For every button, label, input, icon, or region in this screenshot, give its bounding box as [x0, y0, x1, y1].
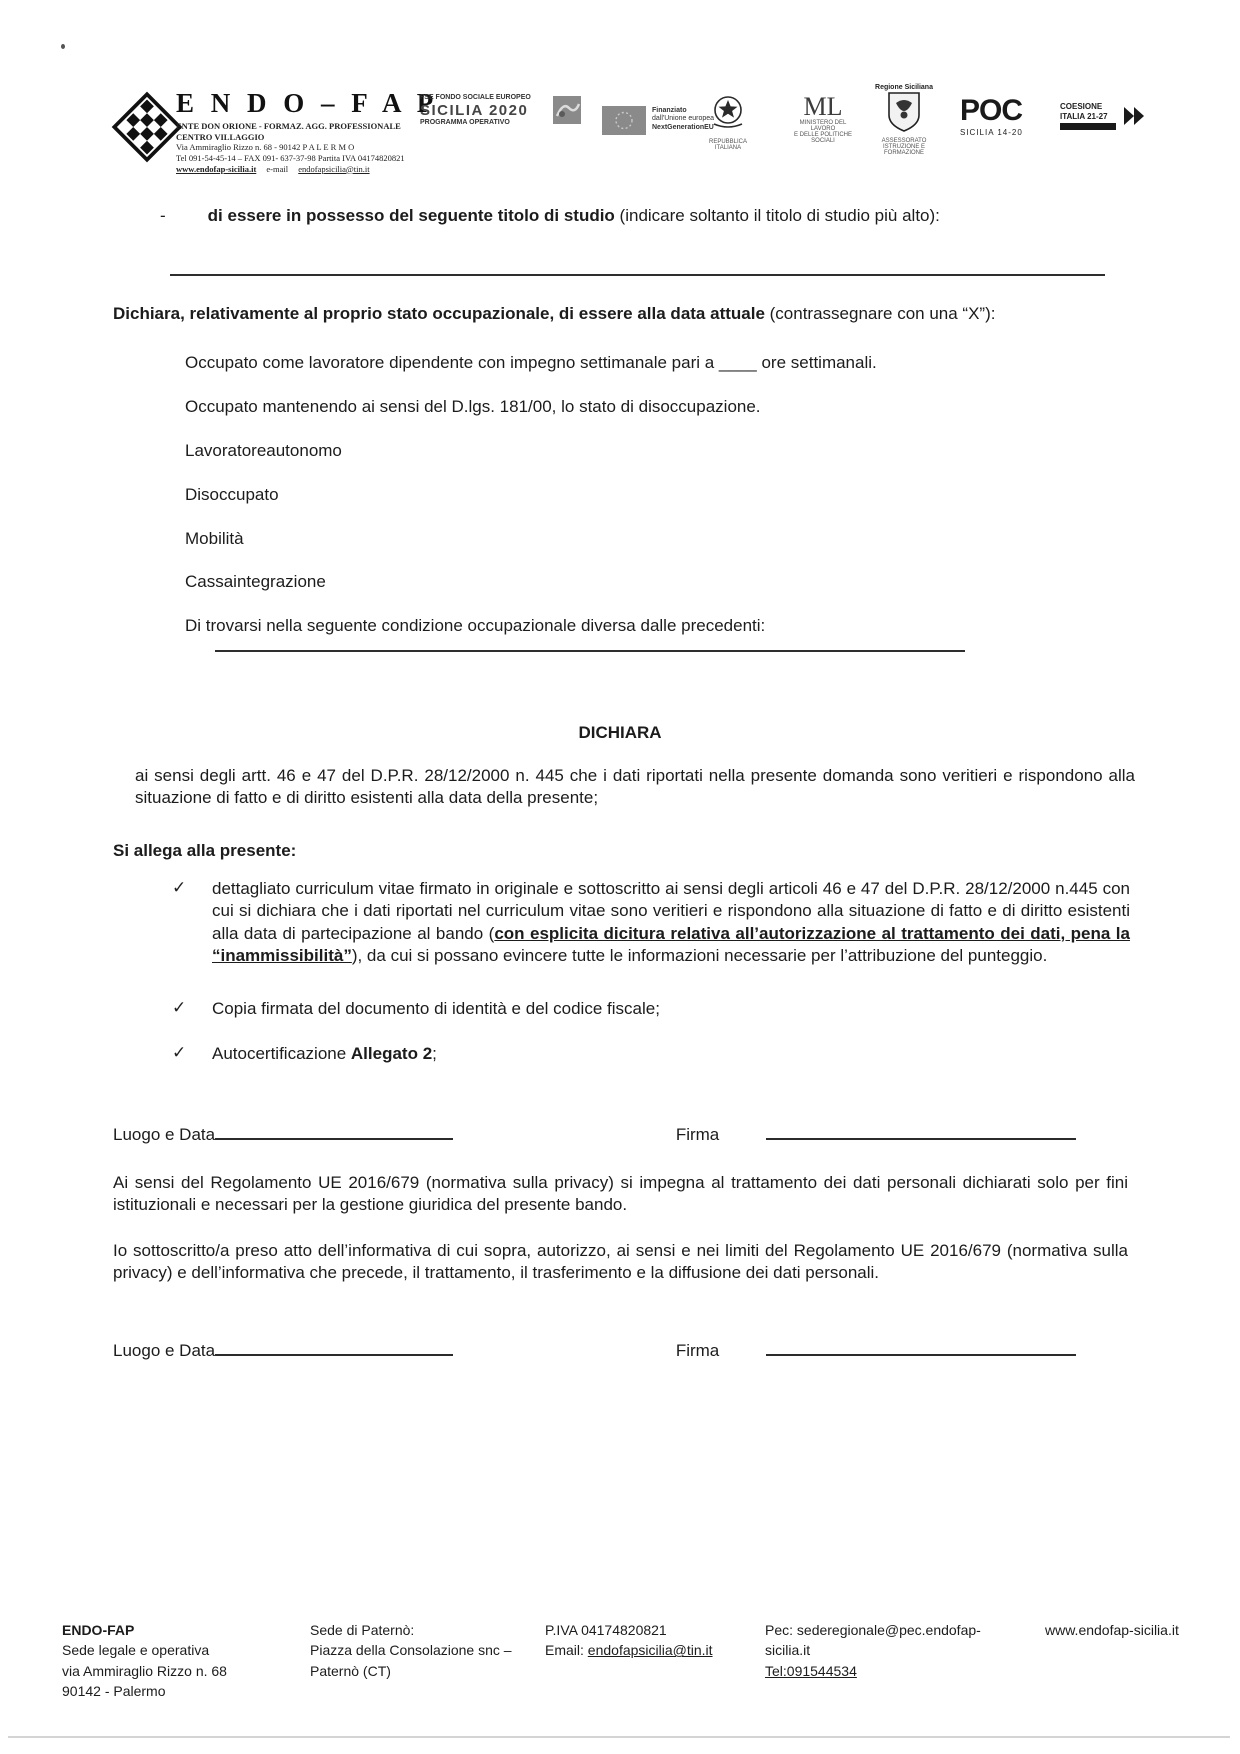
titolo-di-studio-row: [160, 205, 1100, 227]
footer-paterno-address: Piazza della Consolazione snc –: [310, 1642, 512, 1659]
fse-trinacria-image: [553, 96, 581, 124]
footer-website: www.endofap-sicilia.it: [1045, 1622, 1179, 1638]
check-icon-3: ✓: [172, 1043, 187, 1062]
header: [110, 84, 1190, 178]
org-website: www.endofap-sicilia.it: [176, 163, 257, 174]
signature-row-1: [113, 1122, 1133, 1147]
allegati-item1-bold: con esplicita dicitura relativa all’autorizzazione al trattamento dei dati, pena la “inammissibilità”: [212, 923, 1130, 966]
allegati-item1-pre: dettagliato curriculum vitae firmato in originale e sottoscritto ai sensi degli articoli 46 e 47 del D.P.R. 28/12/2000 n.445 con cui si dichiara che i dati riportati nel curriculum vitae sono veritieri e rispondono alla situazione di fatto e di diritto esistenti alla data di partecipazione al bando (: [212, 879, 1130, 943]
footer-pec-line2: sicilia.it: [765, 1642, 811, 1659]
occupazione-item-3: Lavoratoreautonomo: [185, 441, 342, 460]
allegati-heading: Si allega alla presente:: [113, 841, 297, 860]
fse-line1: FSE FONDO SOCIALE EUROPEO: [420, 94, 531, 101]
firma-blank: [766, 1122, 1076, 1140]
dichiara-title: DICHIARA: [578, 723, 662, 742]
regione-shield-icon: [887, 91, 921, 133]
footer-org-name: ENDO-FAP: [62, 1622, 135, 1638]
fse-sicilia2020-logo: [420, 94, 550, 128]
occupazione-heading-bold: Dichiara, relativamente al proprio stato occupazionale, di essere alla data attuale: [113, 304, 765, 323]
ministero-caption2: E DELLE POLITICHE SOCIALI: [793, 132, 853, 144]
occupazione-heading-rest: (contrassegnare con una “X”):: [764, 304, 996, 323]
firma-blank-2: [766, 1338, 1076, 1356]
occupazione-item-2: Occupato mantenendo ai sensi del D.lgs. 181/00, lo stato di disoccupazione.: [185, 397, 761, 416]
occupazione-answer-line: [215, 650, 965, 652]
poc-sub: SICILIA 14-20: [960, 128, 1023, 137]
poc-sicilia-logo: [960, 96, 1040, 137]
org-title: E N D O – F A P: [176, 88, 439, 118]
eu-line2: dall'Unione europea: [652, 115, 715, 123]
firma-label: Firma: [675, 1125, 720, 1145]
regione-caption: ASSESSORATO ISTRUZIONE E FORMAZIONE: [881, 138, 927, 156]
footer-email-link: endofapsicilia@tin.it: [587, 1642, 713, 1659]
privacy-paragraph-1: Ai sensi del Regolamento UE 2016/679 (normativa sulla privacy) si impegna al trattamento dei dati personali dichiarati solo per fini istituzionali e necessari per la gestione giuridica del presente bando.: [113, 1173, 1128, 1215]
org-email: endofapsicilia@tin.it: [298, 163, 370, 174]
titolo-label-bold: di essere in possesso del seguente titolo di studio: [207, 206, 615, 225]
allegati-item-1: [212, 878, 1130, 968]
regione-title: Regione Siciliana: [875, 84, 933, 91]
footer-col-pec: [765, 1620, 1000, 1681]
footer-col-legal: [62, 1620, 292, 1701]
titolo-label-rest: (indicare soltanto il titolo di studio più alto):: [614, 206, 940, 225]
firma-label-2: Firma: [675, 1341, 720, 1361]
occupazione-heading: [113, 303, 1123, 325]
check-icon-1: ✓: [172, 878, 187, 897]
coesione-line2: ITALIA 21-27: [1060, 111, 1108, 121]
footer-sede-line: Sede legale e operativa: [62, 1642, 210, 1659]
org-line3: Via Ammiraglio Rizzo n. 68 - 90142 P A L E R M O: [176, 142, 355, 153]
scan-edge-line: [8, 1736, 1230, 1738]
luogo-data-label: Luogo e Data: [113, 1125, 216, 1145]
footer-email-label: Email:: [545, 1642, 588, 1659]
org-email-label: e-mail: [266, 163, 289, 174]
allegati-item-2: Copia firmata del documento di identità e del codice fiscale;: [212, 999, 660, 1018]
org-line1: ENTE DON ORIONE - FORMAZ. AGG. PROFESSIONALE: [176, 121, 401, 131]
org-line4: Tel 091-54-45-14 – FAX 091- 637-37-98 Partita IVA 04174820821: [176, 152, 405, 163]
eu-flag-icon: [602, 106, 646, 135]
occupazione-item-7: Di trovarsi nella seguente condizione occupazionale diversa dalle precedenti:: [185, 616, 766, 635]
footer-col-paterno: [310, 1620, 530, 1681]
eu-line3: NextGenerationEU: [652, 123, 714, 131]
signature-row-2: [113, 1338, 1133, 1363]
fse-line2: SICILIA 2020: [420, 102, 529, 120]
coesione-line1: COESIONE: [1060, 102, 1103, 111]
repubblica-caption: REPUBBLICA ITALIANA: [708, 139, 747, 151]
scan-speck: [61, 44, 65, 49]
ministero-caption1: MINISTERO DEL LAVORO: [799, 120, 847, 132]
regione-siciliana-logo: [872, 84, 936, 156]
footer-paterno-title: Sede di Paternò:: [310, 1622, 415, 1638]
ministero-mark: ML: [803, 92, 843, 121]
allegati-item3-post: ;: [432, 1044, 437, 1063]
occupazione-item-4: Disoccupato: [185, 485, 279, 504]
dash-bullet: -: [160, 206, 166, 225]
occupazione-item-5: Mobilità: [185, 529, 244, 548]
allegati-item1-post: ), da cui si possano evincere tutte le informazioni necessarie per l’attribuzione del punteggio.: [351, 946, 1048, 966]
occupazione-item-6: Cassaintegrazione: [185, 572, 326, 591]
luogo-data-blank-2: [215, 1338, 453, 1356]
luogo-data-blank: [215, 1122, 453, 1140]
privacy-paragraph-2: Io sottoscritto/a preso atto dell’informativa di cui sopra, autorizzo, ai sensi e nei limiti del Regolamento UE 2016/679 (normativa sulla privacy) e dell’informativa che precede, il trattamento, il trasferimento e la diffusione dei dati personali.: [113, 1241, 1128, 1283]
coesione-bar: [1060, 123, 1116, 130]
titolo-answer-line: [170, 274, 1105, 276]
luogo-data-label-2: Luogo e Data: [113, 1341, 216, 1361]
repubblica-italiana-emblem-icon: [698, 90, 758, 151]
eu-line1: Finanziato: [652, 107, 687, 114]
allegati-item3-pre: Autocertificazione: [212, 1044, 351, 1063]
ministero-lavoro-logo: [788, 94, 858, 144]
check-icon-2: ✓: [172, 998, 187, 1017]
footer-paterno-city: Paternò (CT): [310, 1662, 391, 1679]
allegati-item3-bold: Allegato 2: [350, 1044, 433, 1063]
footer-col-fiscal: [545, 1620, 760, 1661]
endofap-logo-icon: [110, 90, 184, 169]
org-line2: CENTRO VILLAGGIO: [176, 131, 265, 142]
fse-line3: PROGRAMMA OPERATIVO: [420, 119, 510, 127]
footer-address-line: via Ammiraglio Rizzo n. 68: [62, 1662, 227, 1679]
allegati-item-3: [212, 1043, 1130, 1065]
coesione-arrow-icon: [1122, 103, 1148, 129]
footer-tel-link: Tel:091544534: [765, 1662, 857, 1679]
coesione-italia-logo: [1060, 102, 1170, 130]
footer-piva: P.IVA 04174820821: [545, 1622, 667, 1638]
dichiara-paragraph: ai sensi degli artt. 46 e 47 del D.P.R. 28/12/2000 n. 445 che i dati riportati nella presente domanda sono veritieri e rispondono alla situazione di fatto e di diritto esistenti alla data della presente;: [135, 766, 1135, 808]
poc-main: POC: [960, 94, 1023, 127]
footer-pec-line1: Pec: sederegionale@pec.endofap-: [765, 1622, 981, 1638]
occupazione-item-1: Occupato come lavoratore dipendente con impegno settimanale pari a ____ ore settimanali.: [185, 353, 877, 372]
footer-city-line: 90142 - Palermo: [62, 1682, 166, 1699]
